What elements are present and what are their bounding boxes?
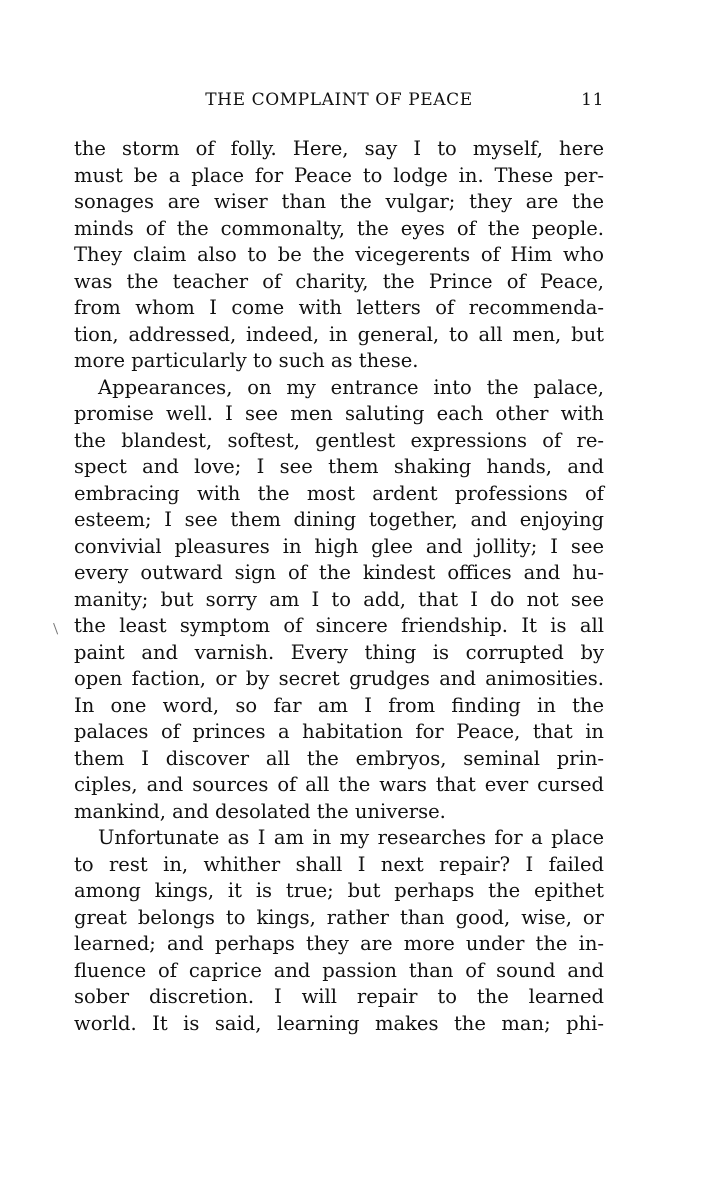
text-line: promise well. I see men saluting each other with (74, 402, 604, 425)
text-line: Appearances, on my entrance into the palace, (98, 375, 604, 399)
text-line: sonages are wiser than the vulgar; they are the (74, 190, 604, 213)
page-number: 11 (581, 90, 604, 110)
text-line: the blandest, softest, gentlest expressions of re- (74, 428, 604, 452)
text-line: world. It is said, learning makes the man; phi- (74, 1011, 604, 1035)
text-line: must be a place for Peace to lodge in. These per- (74, 163, 604, 187)
text-line: among kings, it is true; but perhaps the epithet (74, 879, 604, 902)
text-line: tion, addressed, indeed, in general, to all men, but (74, 322, 604, 346)
text-line: them I discover all the embryos, seminal prin- (74, 746, 604, 770)
text-line: palaces of princes a habitation for Peace, that in (74, 720, 604, 743)
text-line: great belongs to kings, rather than good, wise, or (74, 905, 604, 929)
text-line: convivial pleasures in high glee and jollity; I see (74, 534, 604, 558)
text-line: fluence of caprice and passion than of sound and (74, 958, 604, 982)
text-line: In one word, so far am I from finding in the (74, 693, 604, 717)
text-line: from whom I come with letters of recommenda- (74, 296, 604, 319)
text-line: spect and love; I see them shaking hands, and (74, 455, 604, 478)
text-line: more particularly to such as these. (74, 349, 419, 372)
paragraph-1 (74, 136, 604, 375)
text-line: sober discretion. I will repair to the learned (74, 985, 604, 1008)
text-line: ciples, and sources of all the wars that ever cursed (74, 773, 604, 796)
margin-mark (53, 622, 62, 635)
paragraph-2 (74, 375, 604, 826)
running-title: THE COMPLAINT OF PEACE (205, 90, 473, 110)
paragraph-3 (74, 825, 604, 1037)
text-line: the least symptom of sincere friendship. It is all (74, 614, 604, 637)
text-line: to rest in, whither shall I next repair? I failed (74, 852, 604, 876)
text-line: learned; and perhaps they are more under the in- (74, 932, 604, 955)
text-line: embracing with the most ardent professions of (74, 481, 604, 505)
text-line: esteem; I see them dining together, and enjoying (74, 508, 604, 531)
text-line: mankind, and desolated the universe. (74, 799, 446, 823)
text-line: They claim also to be the vicegerents of Him who (74, 243, 604, 266)
body-text (74, 136, 604, 1037)
page-header (74, 90, 604, 116)
text-line: paint and varnish. Every thing is corrupted by (74, 640, 604, 664)
text-line: every outward sign of the kindest offices and hu- (74, 561, 604, 584)
text-line: manity; but sorry am I to add, that I do not see (74, 587, 604, 611)
text-line: minds of the commonalty, the eyes of the people. (74, 216, 604, 240)
text-line: was the teacher of charity, the Prince of Peace, (74, 269, 604, 293)
text-line: open faction, or by secret grudges and animosities. (74, 667, 604, 690)
text-line: the storm of folly. Here, say I to myself, here (74, 137, 604, 160)
text-line: Unfortunate as I am in my researches for a place (98, 826, 604, 849)
